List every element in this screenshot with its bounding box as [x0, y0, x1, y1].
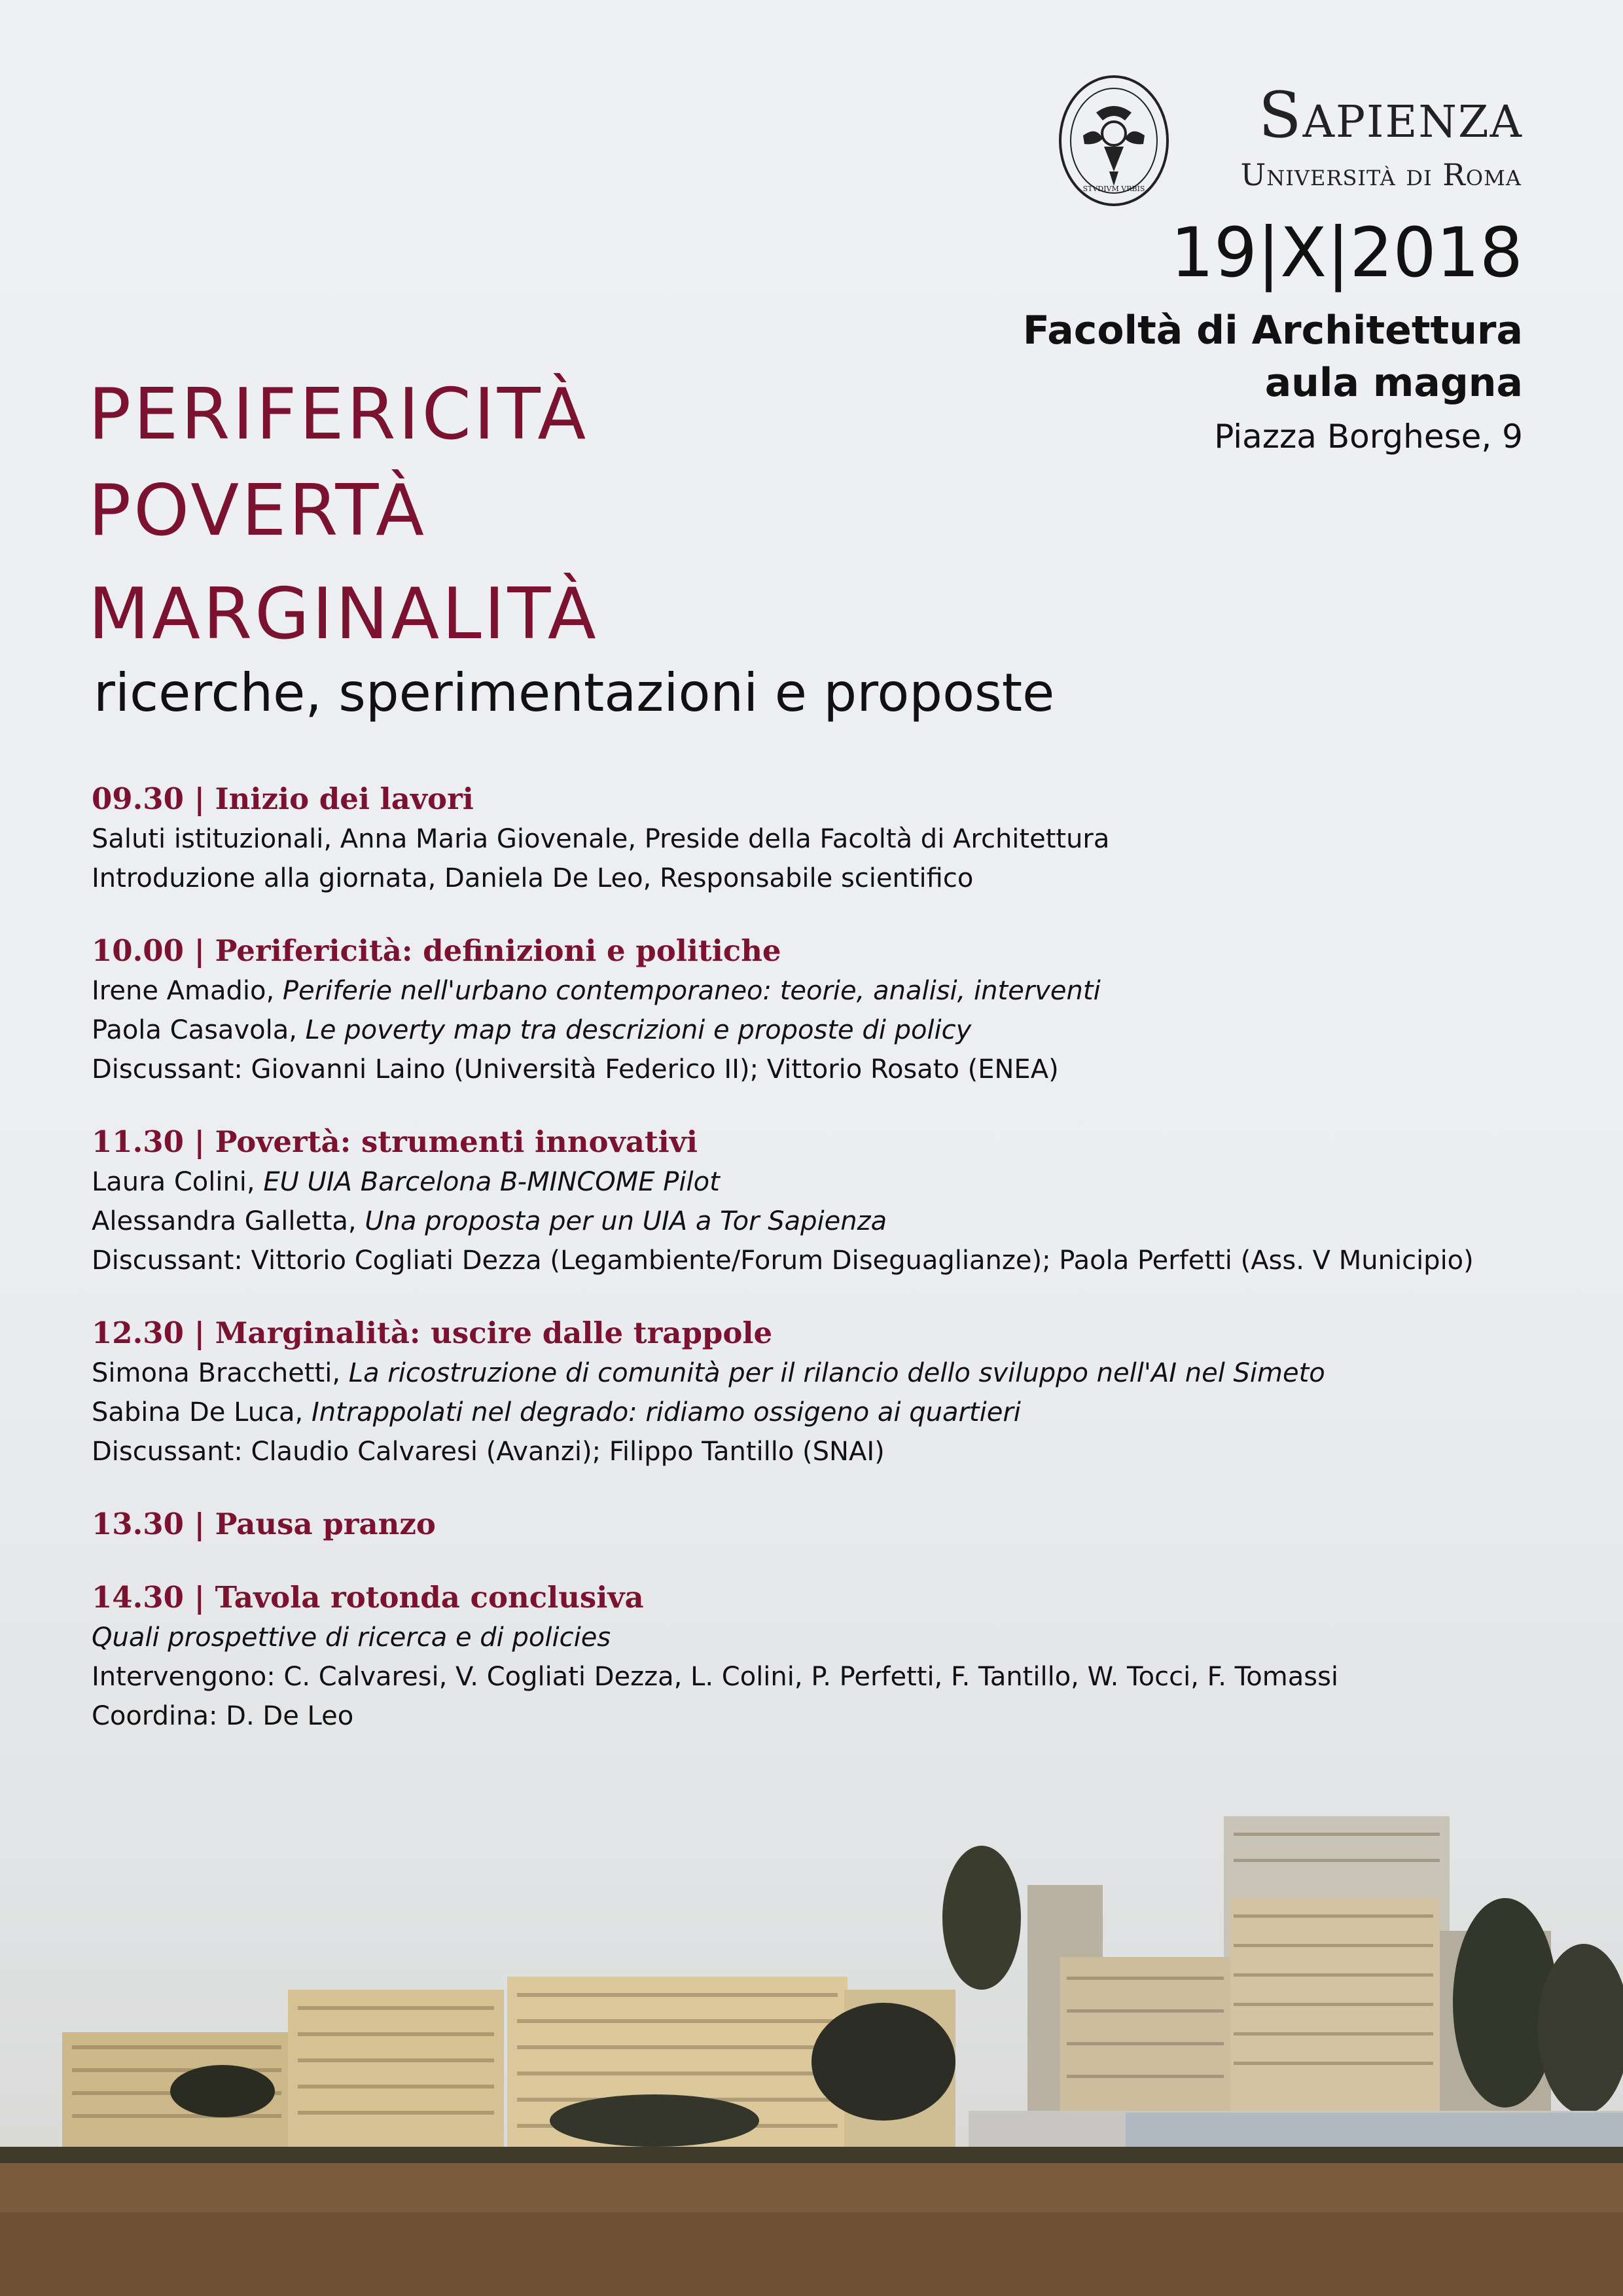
session-heading: 09.30 | Inizio dei lavori: [92, 781, 474, 816]
title-line-1: PERIFERICITÀ: [88, 374, 589, 456]
session-line: [92, 819, 1531, 859]
program-session: [92, 931, 1531, 1089]
sapienza-seal-icon: [1057, 73, 1171, 208]
session-line: [92, 1011, 1531, 1050]
session-line: [92, 1354, 1531, 1393]
speaker-text: Discussant: Giovanni Laino (Università Federico II); Vittorio Rosato (ENEA): [92, 1054, 1059, 1085]
session-line: [92, 1432, 1531, 1471]
title-line-3: MARGINALITÀ: [88, 573, 599, 655]
program-list: [92, 779, 1531, 1768]
speaker-text: Introduzione alla giornata, Daniela De Leo, Responsabile scientifico: [92, 863, 974, 893]
session-heading: 13.30 | Pausa pranzo: [92, 1507, 436, 1541]
session-line: [92, 1657, 1531, 1696]
speaker-text: Coordina: D. De Leo: [92, 1701, 354, 1731]
talk-title: Intrappolati nel degrado: ridiamo ossigeno ai quartieri: [311, 1397, 1021, 1427]
session-line: [92, 1393, 1531, 1432]
venue-room: aula magna: [1264, 360, 1523, 406]
talk-title: Le poverty map tra descrizioni e proposte di policy: [305, 1015, 972, 1045]
brand-subtitle: Università di Roma: [1240, 157, 1522, 192]
talk-title: La ricostruzione di comunità per il rilancio dello sviluppo nell'AI nel Simeto: [348, 1358, 1325, 1388]
session-heading: 10.00 | Perifericità: definizioni e politiche: [92, 933, 781, 968]
session-line: [92, 1202, 1531, 1241]
talk-title: Una proposta per un UIA a Tor Sapienza: [365, 1206, 887, 1236]
suburb-landscape-image: [0, 1754, 1623, 2296]
event-date: 19|X|2018: [1170, 213, 1523, 293]
speaker-text: Simona Bracchetti,: [92, 1358, 349, 1388]
session-line: [92, 1241, 1531, 1280]
speaker-text: Irene Amadio,: [92, 976, 283, 1006]
speaker-text: Saluti istituzionali, Anna Maria Giovenale, Preside della Facoltà di Architettura: [92, 824, 1110, 854]
speaker-text: Paola Casavola,: [92, 1015, 306, 1045]
venue-faculty: Facoltà di Architettura: [1022, 308, 1523, 353]
session-line: [92, 859, 1531, 898]
speaker-text: Intervengono: C. Calvaresi, V. Cogliati Dezza, L. Colini, P. Perfetti, F. Tantillo, W. Tocci, F. Tomassi: [92, 1662, 1339, 1692]
session-line: [92, 1618, 1531, 1657]
session-heading: 12.30 | Marginalità: uscire dalle trappole: [92, 1316, 773, 1350]
venue-address: Piazza Borghese, 9: [1214, 418, 1523, 456]
speaker-text: Discussant: Claudio Calvaresi (Avanzi); Filippo Tantillo (SNAI): [92, 1437, 885, 1467]
talk-title: Quali prospettive di ricerca e di policies: [92, 1623, 611, 1653]
brand-name: Sapienza: [1258, 79, 1523, 152]
program-session: [92, 1122, 1531, 1280]
speaker-text: Alessandra Galletta,: [92, 1206, 365, 1236]
speaker-text: Laura Colini,: [92, 1167, 264, 1197]
session-heading: 14.30 | Tavola rotonda conclusiva: [92, 1580, 644, 1615]
speaker-text: Sabina De Luca,: [92, 1397, 312, 1427]
subtitle: ricerche, sperimentazioni e proposte: [94, 662, 1055, 723]
program-session: [92, 1504, 1531, 1545]
talk-title: Periferie nell'urbano contemporaneo: teorie, analisi, interventi: [282, 976, 1101, 1006]
session-line: [92, 1696, 1531, 1736]
seal-motto: STVDIVM VRBIS: [1082, 185, 1145, 193]
session-line: [92, 971, 1531, 1011]
talk-title: EU UIA Barcelona B-MINCOME Pilot: [263, 1167, 720, 1197]
program-session: [92, 779, 1531, 898]
session-line: [92, 1162, 1531, 1202]
session-heading: 11.30 | Povertà: strumenti innovativi: [92, 1124, 698, 1159]
program-session: [92, 1577, 1531, 1736]
session-line: [92, 1050, 1531, 1089]
program-session: [92, 1313, 1531, 1471]
speaker-text: Discussant: Vittorio Cogliati Dezza (Legambiente/Forum Diseguaglianze); Paola Perfetti (Ass. V Municipio): [92, 1246, 1474, 1276]
title-line-2: POVERTÀ: [88, 470, 427, 552]
